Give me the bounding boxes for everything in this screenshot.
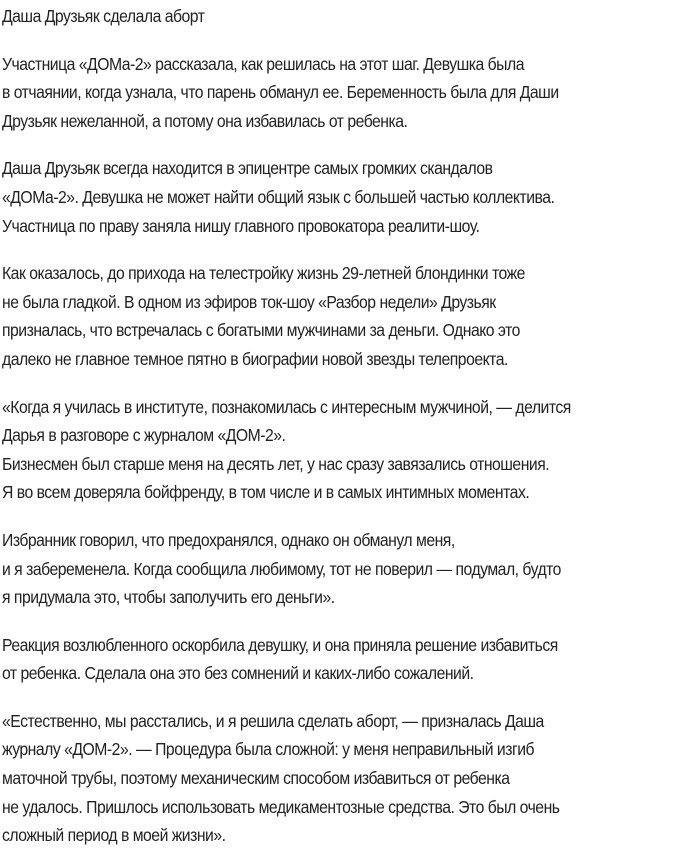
paragraph-6 (2, 631, 699, 688)
text-line: Я во всем доверяла бойфренду, в том числе и в самых интимных моментах. (2, 482, 530, 503)
text-line: «Естественно, мы расстались, и я решила сделать аборт, — призналась Даша (2, 710, 544, 731)
text-line: Друзьяк нежеланной, а потому она избавилась от ребенка. (2, 110, 408, 131)
text-line: Дарья в разговоре с журналом «ДОМ-2». (2, 425, 286, 446)
text-line: я придумала это, чтобы заполучить его деньги». (2, 587, 335, 608)
text-line: Реакция возлюбленного оскорбила девушку, и она приняла решение избавиться (2, 634, 558, 655)
text-line: в отчаянии, когда узнала, что парень обманул ее. Беременность была для Даши (2, 82, 559, 103)
text-line: «ДОМа-2». Девушка не может найти общий язык с большей частью коллектива. (2, 186, 555, 207)
paragraph-4 (2, 393, 699, 507)
paragraph-3 (2, 259, 699, 373)
text-line: не удалось. Пришлось использовать медикаментозные средства. Это был очень (2, 796, 560, 817)
text-line: сложный период в моей жизни». (2, 825, 226, 846)
paragraph-5 (2, 526, 699, 612)
article-title: Даша Друзьяк сделала аборт (2, 6, 205, 26)
text-line: призналась, что встречалась с богатыми мужчинами за деньги. Однако это (2, 320, 520, 341)
text-line: от ребенка. Сделала она это без сомнений и каких-либо сожалений. (2, 663, 474, 684)
text-line: Участница «ДОМа-2» рассказала, как решилась на этот шаг. Девушка была (2, 53, 524, 74)
text-line: далеко не главное темное пятно в биографии новой звезды телепроекта. (2, 348, 508, 369)
text-line: «Когда я училась в институте, познакомилась с интересным мужчиной, — делится (2, 396, 571, 417)
text-line: маточной трубы, поэтому механическим способом избавиться от ребенка (2, 768, 510, 789)
text-line: журналу «ДОМ-2». — Процедура была сложной: у меня неправильный изгиб (2, 739, 535, 760)
paragraph-2 (2, 154, 699, 240)
paragraph-7 (2, 707, 699, 850)
text-line: Как оказалось, до прихода на телестройку жизнь 29-летней блондинки тоже (2, 263, 525, 284)
text-line: и я забеременела. Когда сообщила любимому, тот не поверил — подумал, будто (2, 558, 561, 579)
text-line: не была гладкой. В одном из эфиров ток-шоу «Разбор недели» Друзьяк (2, 291, 496, 312)
text-line: Даша Друзьяк всегда находится в эпицентре самых громких скандалов (2, 158, 493, 179)
text-line: Участница по праву заняла нишу главного провокатора реалити-шоу. (2, 215, 480, 236)
paragraph-1 (2, 50, 699, 136)
text-line: Бизнесмен был старше меня на десять лет, у нас сразу завязались отношения. (2, 453, 550, 474)
text-line: Избранник говорил, что предохранялся, однако он обманул меня, (2, 529, 455, 550)
